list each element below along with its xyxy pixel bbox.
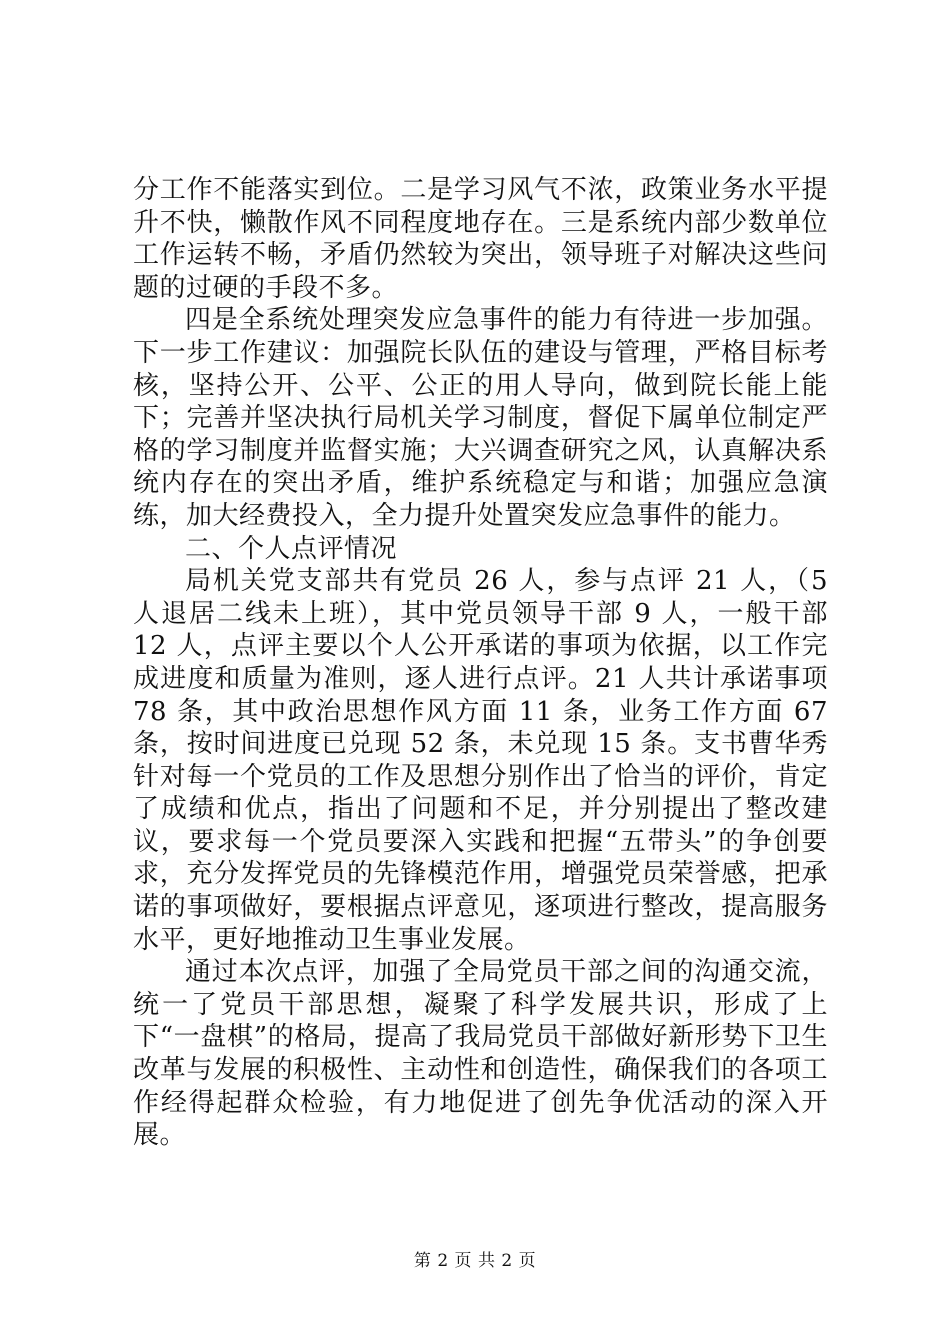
page-footer: 第 2 页 共 2 页: [413, 1251, 537, 1271]
section-heading-personal-review: 二、个人点评情况: [185, 533, 398, 564]
paragraph-problems-and-suggestions: 四是全系统处理突发应急事件的能力有待进一步加强。下一步工作建议：加强院长队伍的建设与管理，严格目标考核，坚持公开、公平、公正的用人导向，做到院长能上能下；完善并坚决执行局机关学习制度，督促下属单位制定严格的学习制度并监督实施；大兴调查研究之风，认真解决系统内存在的突出矛盾，维护系统稳定与和谐；加强应急演练，加大经费投入，全力提升处置突发应急事件的能力。: [133, 305, 828, 531]
paragraph-review-details: 局机关党支部共有党员 26 人，参与点评 21 人，（5 人退居二线未上班），其中党员领导干部 9 人，一般干部 12 人，点评主要以个人公开承诺的事项为依据，以工作完成进度和质量为准则，逐人进行点评。21 人共计承诺事项 78 条，其中政治思想作风方面 11 条，业务工作方面 67 条，按时间进度已兑现 52 条，未兑现 15 条。支书曹华秀针对每一个党员的工作及思想分别作出了恰当的评价，肯定了成绩和优点，指出了问题和不足，并分别提出了整改建议，要求每一个党员要深入实践和把握“五带头”的争创要求，充分发挥党员的先锋模范作用，增强党员荣誉感，把承诺的事项做好，要根据点评意见，逐项进行整改，提高服务水平，更好地推动卫生事业发展。: [133, 566, 828, 955]
paragraph-conclusion: 通过本次点评，加强了全局党员干部之间的沟通交流，统一了党员干部思想，凝聚了科学发展共识，形成了上下“一盘棋”的格局，提高了我局党员干部做好新形势下卫生改革与发展的积极性、主动性和创造性，确保我们的各项工作经得起群众检验，有力地促进了创先争优活动的深入开展。: [133, 957, 828, 1151]
paragraph-continuation: 分工作不能落实到位。二是学习风气不浓，政策业务水平提升不快，懒散作风不同程度地存在。三是系统内部少数单位工作运转不畅，矛盾仍然较为突出，领导班子对解决这些问题的过硬的手段不多。: [133, 175, 828, 303]
document-body: [133, 174, 828, 1152]
